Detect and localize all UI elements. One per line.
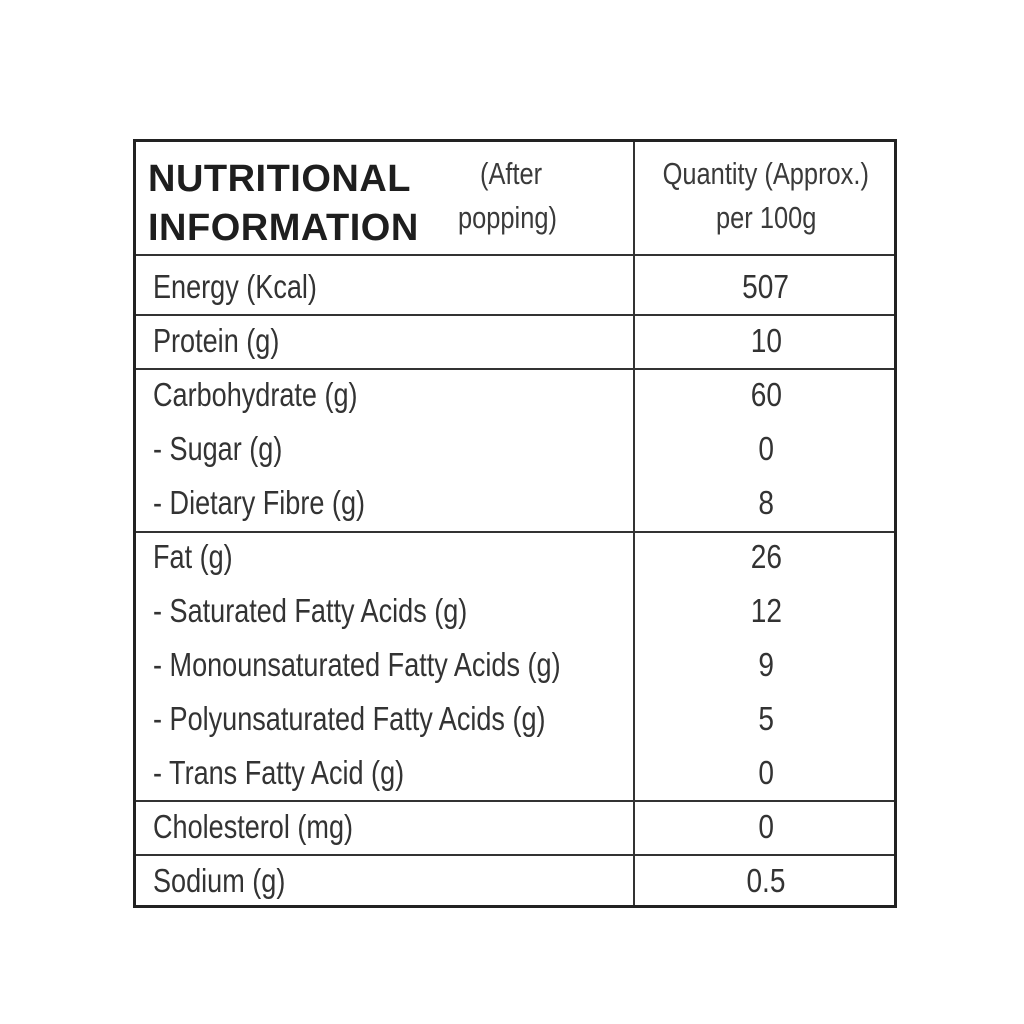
row-label-protein: Protein (g) [153, 322, 280, 359]
header-divider [136, 254, 894, 256]
row-value-sodium: 0.5 [746, 862, 786, 899]
header-quantity-line1: Quantity (Approx.) [662, 156, 870, 191]
row-label-polyunsaturated-fatty-acids: - Polyunsaturated Fatty Acids (g) [153, 700, 546, 737]
row-divider [136, 368, 894, 370]
row-label-dietary-fibre: - Dietary Fibre (g) [153, 484, 366, 521]
nutrition-table [133, 139, 897, 908]
row-label-saturated-fatty-acids: - Saturated Fatty Acids (g) [153, 592, 468, 629]
header-quantity-line2: per 100g [715, 200, 817, 235]
row-label-cholesterol: Cholesterol (mg) [153, 808, 354, 845]
row-label-sodium: Sodium (g) [153, 862, 286, 899]
row-label-monounsaturated-fatty-acids: - Monounsaturated Fatty Acids (g) [153, 646, 561, 683]
row-value-protein: 10 [750, 322, 782, 359]
row-value-trans-fatty-acid: 0 [758, 754, 774, 791]
column-divider [633, 142, 635, 905]
header-note-line2: popping) [458, 200, 557, 235]
row-label-carbohydrate: Carbohydrate (g) [153, 376, 358, 413]
row-value-cholesterol: 0 [758, 808, 774, 845]
row-label-fat: Fat (g) [153, 538, 233, 575]
row-value-fat: 26 [750, 538, 782, 575]
row-label-trans-fatty-acid: - Trans Fatty Acid (g) [153, 754, 405, 791]
row-value-polyunsaturated-fatty-acids: 5 [758, 700, 774, 737]
row-value-energy: 507 [742, 268, 790, 305]
row-value-monounsaturated-fatty-acids: 9 [758, 646, 774, 683]
row-divider [136, 854, 894, 856]
row-value-saturated-fatty-acids: 12 [750, 592, 782, 629]
row-label-sugar: - Sugar (g) [153, 430, 283, 467]
row-divider [136, 531, 894, 533]
header-title-line2: INFORMATION [148, 207, 419, 249]
header-note-line1: (After [480, 156, 543, 191]
row-value-dietary-fibre: 8 [758, 484, 774, 521]
row-value-carbohydrate: 60 [750, 376, 782, 413]
row-value-sugar: 0 [758, 430, 774, 467]
row-divider [136, 314, 894, 316]
header-title-line1: NUTRITIONAL [148, 158, 412, 200]
row-label-energy: Energy (Kcal) [153, 268, 317, 305]
row-divider [136, 800, 894, 802]
